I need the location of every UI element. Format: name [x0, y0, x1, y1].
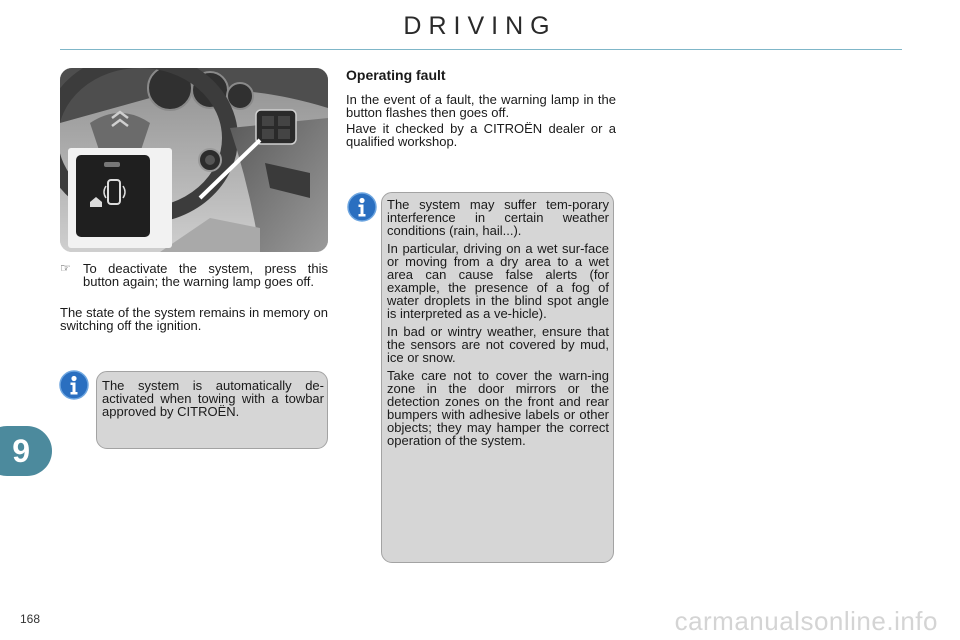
- fault-paragraph: In the event of a fault, the warning lamp in the button flashes then goes off.: [346, 92, 616, 120]
- paragraph-text: The state of the system remains in memory on switching off the ignition.: [60, 305, 328, 333]
- memory-paragraph: [60, 306, 328, 335]
- dealer-paragraph: Have it checked by a CITROËN dealer or a qualified workshop.: [346, 121, 616, 149]
- chapter-tab[interactable]: 9: [0, 426, 52, 476]
- header-divider: [60, 49, 902, 50]
- interference-info-box: [381, 192, 614, 563]
- info-paragraph: In bad or wintry weather, ensure that the sensors are not covered by mud, ice or snow.: [387, 324, 609, 365]
- info-paragraph: The system may suffer tem-porary interference in certain weather conditions (rain, hail...).: [387, 197, 609, 238]
- operating-fault-text: [346, 93, 616, 151]
- towing-info-box: [96, 371, 328, 449]
- dashboard-illustration: [60, 68, 328, 252]
- info-paragraph: Take care not to cover the warn-ing zone in the door mirrors or the detection zones on the front and rear bumpers with adhesive labels or other objects; they may hamper the correct operation of the system.: [387, 368, 609, 448]
- towing-info-text: The system is automatically de-activated when towing with a towbar approved by CITROËN.: [102, 378, 324, 419]
- bullet-text: To deactivate the system, press this button again; the warning lamp goes off.: [83, 261, 328, 289]
- page-number: 168: [20, 612, 41, 626]
- watermark: carmanualsonline.info: [674, 606, 938, 636]
- info-paragraph: In particular, driving on a wet sur-face or moving from a dry area to a wet area can cause false alerts (for example, the presence of a fog of water droplets in the blind spot angle is interpreted as a ve-hicle).: [387, 241, 609, 321]
- section-title: Operating fault: [346, 67, 446, 83]
- info-icon: [59, 370, 89, 400]
- bullet-arrow: ☞: [60, 261, 71, 275]
- dashboard-drawing: [60, 68, 328, 252]
- deactivate-instruction: [60, 262, 328, 288]
- page-title: DRIVING: [403, 12, 557, 40]
- info-icon: [347, 192, 377, 222]
